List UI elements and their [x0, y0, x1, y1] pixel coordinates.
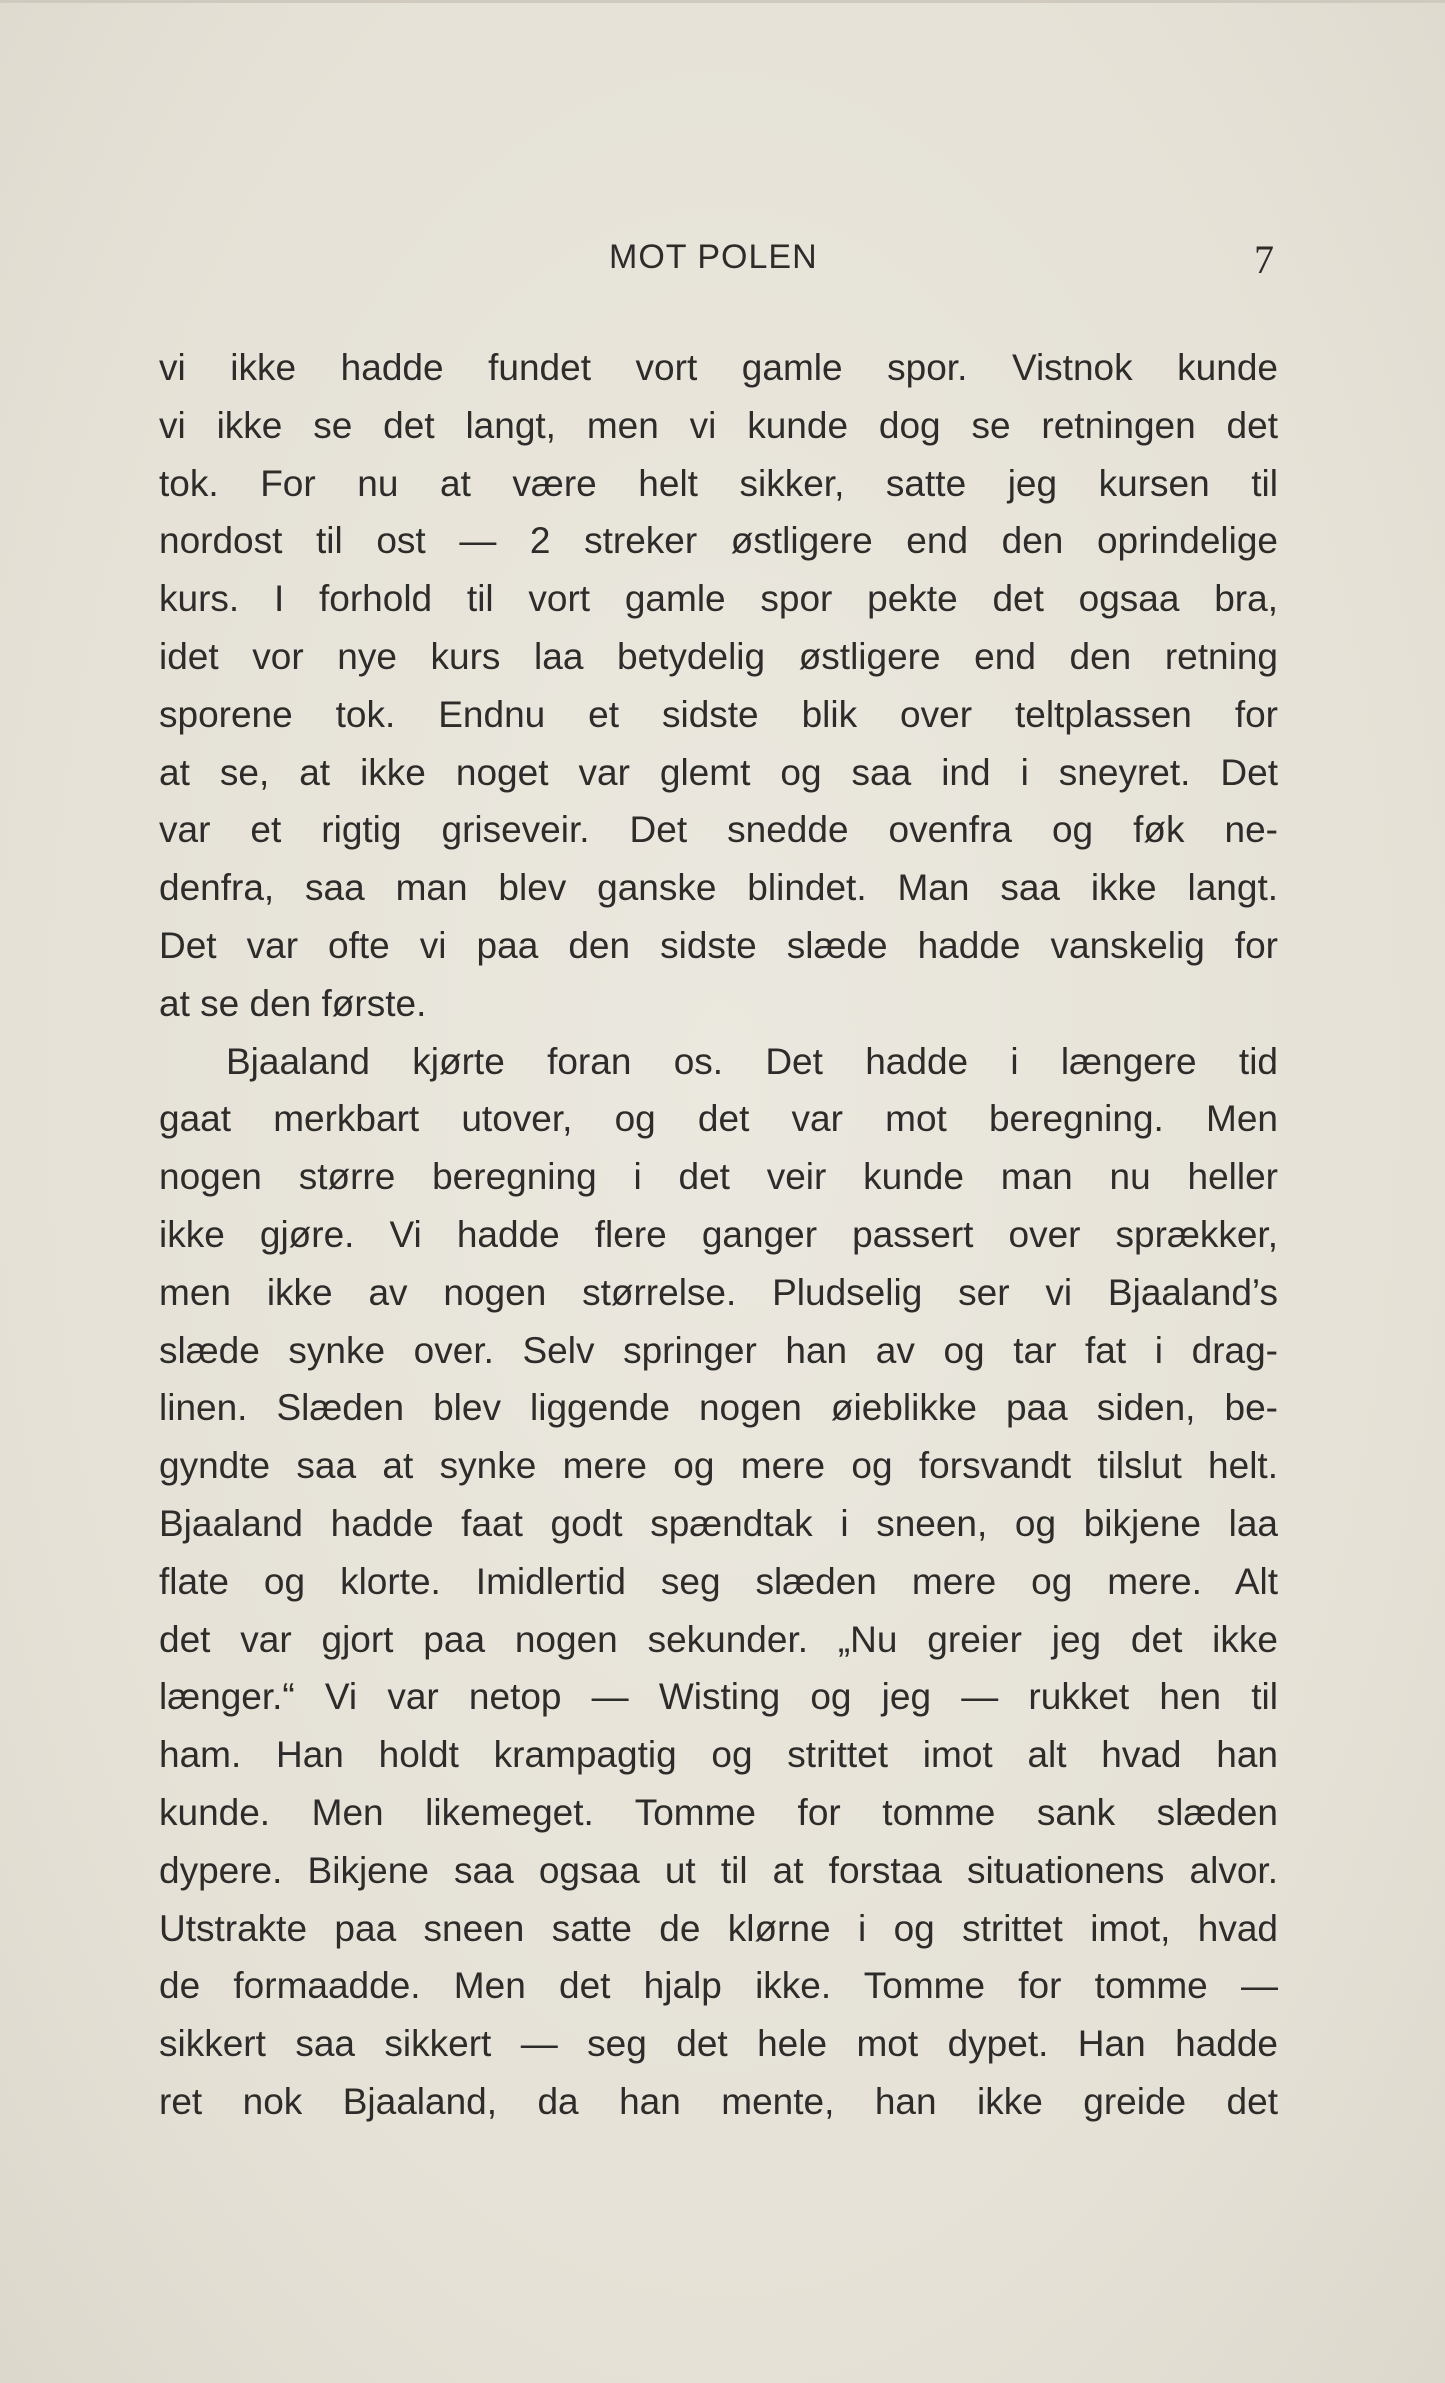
text-line: flate og klorte. Imidlertid seg slæden mere og mere. Alt: [159, 1560, 1278, 1602]
text-line: længer.“ Vi var netop — Wisting og jeg — rukket hen til: [159, 1676, 1278, 1718]
text-line: denfra, saa man blev ganske blindet. Man saa ikke langt.: [159, 867, 1278, 909]
text-line: sikkert saa sikkert — seg det hele mot dypet. Han hadde: [159, 2023, 1278, 2065]
body-text: [159, 339, 1278, 2131]
text-line: var et rigtig griseveir. Det snedde ovenfra og føk ne-: [159, 809, 1278, 851]
text-line: det var gjort paa nogen sekunder. „Nu greier jeg det ikke: [159, 1618, 1278, 1660]
text-line: at se den første.: [159, 982, 427, 1024]
text-line: kurs. I forhold til vort gamle spor pekte det ogsaa bra,: [159, 578, 1278, 620]
text-line: ret nok Bjaaland, da han mente, han ikke greide det: [159, 2080, 1278, 2122]
text-line: nogen større beregning i det veir kunde man nu heller: [159, 1156, 1278, 1198]
text-line: Utstrakte paa sneen satte de klørne i og strittet imot, hvad: [159, 1907, 1278, 1949]
paragraph-first-line: Bjaaland kjørte foran os. Det hadde i længere tid: [226, 1040, 1278, 1082]
text-line: sporene tok. Endnu et sidste blik over teltplassen for: [159, 693, 1278, 735]
text-line: Det var ofte vi paa den sidste slæde hadde vanskelig for: [159, 924, 1278, 966]
text-line: dypere. Bikjene saa ogsaa ut til at forstaa situationens alvor.: [159, 1849, 1278, 1891]
text-line: men ikke av nogen størrelse. Pludselig ser vi Bjaaland’s: [159, 1271, 1278, 1313]
text-line: ikke gjøre. Vi hadde flere ganger passert over sprækker,: [159, 1213, 1278, 1255]
text-line: gaat merkbart utover, og det var mot beregning. Men: [159, 1098, 1278, 1140]
text-line: vi ikke se det langt, men vi kunde dog se retningen det: [159, 404, 1278, 446]
running-head-title: MOT POLEN: [609, 238, 818, 276]
text-line: vi ikke hadde fundet vort gamle spor. Vistnok kunde: [159, 347, 1278, 388]
text-line: tok. For nu at være helt sikker, satte jeg kursen til: [159, 462, 1278, 504]
text-line: Bjaaland hadde faat godt spændtak i sneen, og bikjene laa: [159, 1502, 1278, 1544]
page-top-edge: [0, 0, 1445, 3]
text-line: linen. Slæden blev liggende nogen øieblikke paa siden, be-: [159, 1387, 1278, 1429]
text-line: gyndte saa at synke mere og mere og forsvandt tilslut helt.: [159, 1445, 1278, 1487]
running-head: [0, 238, 1445, 282]
text-line: de formaadde. Men det hjalp ikke. Tomme for tomme —: [159, 1965, 1278, 2007]
text-line: slæde synke over. Selv springer han av og tar fat i drag-: [159, 1329, 1278, 1371]
text-line: kunde. Men likemeget. Tomme for tomme sank slæden: [159, 1791, 1278, 1833]
text-line: at se, at ikke noget var glemt og saa ind i sneyret. Det: [159, 751, 1278, 793]
text-line: idet vor nye kurs laa betydelig østligere end den retning: [159, 635, 1278, 677]
text-line: nordost til ost — 2 streker østligere end den oprindelige: [159, 520, 1278, 562]
text-line: ham. Han holdt krampagtig og strittet imot alt hvad han: [159, 1734, 1278, 1776]
page-number: 7: [1254, 237, 1274, 282]
